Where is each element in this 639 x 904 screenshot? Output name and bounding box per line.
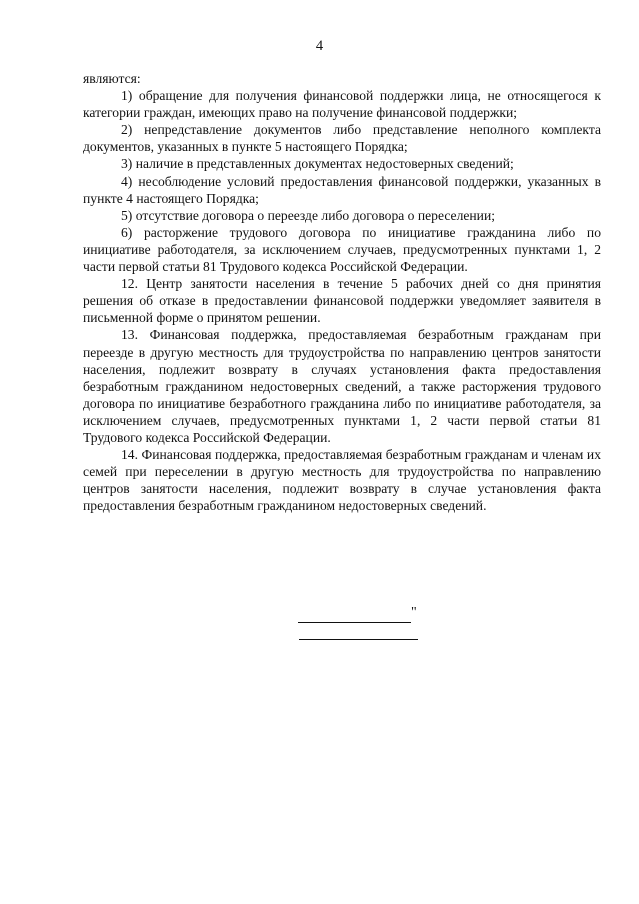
paragraph-section-12: 12. Центр занятости населения в течение 5 рабочих дней со дня принятия решения об отказе в предоставлении финансовой поддержки уведомляет заявителя в письменной форме о принятом решении. [83,276,601,326]
paragraph-item-5: 5) отсутствие договора о переезде либо договора о переселении; [121,207,496,223]
document-body [83,70,601,514]
ending-line-lower [299,639,418,640]
paragraph-section-13: 13. Финансовая поддержка, предоставляемая безработным гражданам при переезде в другую местность для трудоустройства по направлению центров занятости населения, подлежит возврату в случаях установления факта предоставления безработным гражданином недостоверных сведений, а также расторжения трудового договора по инициативе безработного гражданина либо по инициативе работодателя, за исключением случаев, предусмотренных пунктами 1, 2 части первой статьи 81 Трудового кодекса Российской Федерации. [83,327,601,445]
paragraph-item-2: 2) непредставление документов либо представление неполного комплекта документов, указанных в пункте 5 настоящего Порядка; [83,122,601,155]
paragraph-item-4: 4) несоблюдение условий предоставления финансовой поддержки, указанных в пункте 4 настоящего Порядка; [83,173,601,206]
page-number: 4 [315,38,324,54]
ending-line-upper [298,622,411,623]
paragraph-intro: являются: [83,71,141,86]
document-ending [298,605,438,648]
paragraph-item-6: 6) расторжение трудового договора по инициативе гражданина либо по инициативе работодателя, за исключением случаев, предусмотренных пунктами 1, 2 части первой статьи 81 Трудового кодекса Российской Федерации. [83,224,601,275]
paragraph-section-14: 14. Финансовая поддержка, предоставляемая безработным гражданам и членам их семей при переселении в другую местность для трудоустройства по направлению центров занятости населения, подлежит возврату в случае установления факта предоставления безработным гражданином недостоверных сведений. [83,447,601,514]
closing-quote: " [411,605,417,620]
paragraph-item-1: 1) обращение для получения финансовой поддержки лица, не относящегося к категории граждан, имеющих право на получение финансовой поддержки; [83,88,601,121]
paragraph-item-3: 3) наличие в представленных документах недостоверных сведений; [121,156,514,172]
